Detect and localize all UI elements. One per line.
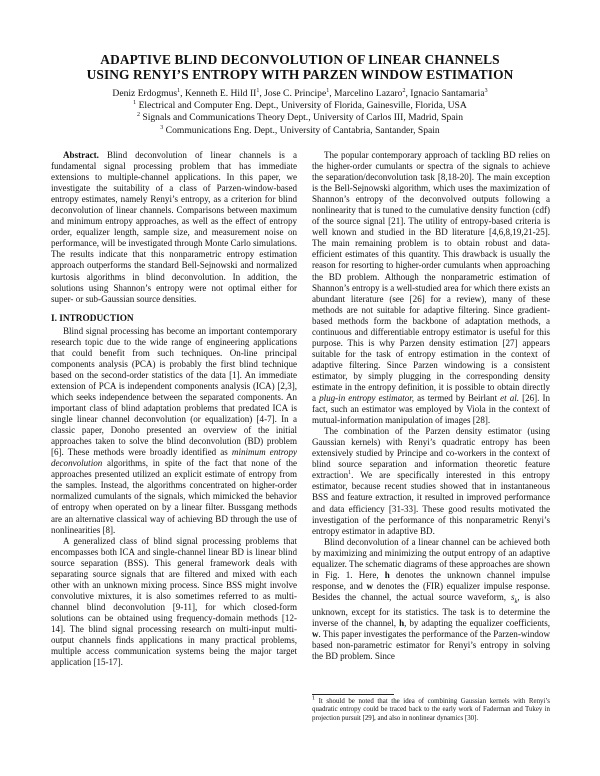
section-heading: I. INTRODUCTION — [51, 313, 134, 324]
title-line-1: ADAPTIVE BLIND DECONVOLUTION OF LINEAR CHANNELS — [100, 52, 500, 67]
footnote-area — [312, 694, 550, 723]
paragraph: Blind deconvolution of a linear channel can be achieved both by maximizing and minimizing the output entropy of an adaptive equalizer. The schematic diagrams of these approaches are shown in Fig. 1. Here, h denotes the unknown channel impulse response, and w denotes the (FIR) equalizer impulse response. Besides the channel, the actual source waveform, $s_k$, is also unknown, except for its statistics. The task is to determine the inverse of the channel, h, by adapting the equalizer coefficients, w. This paper investigates the performance of the Parzen-window based non-parametric estimator for Renyi’s entropy in solving the BD problem. Since — [312, 536, 551, 661]
affiliation: $^2$ Signals and Communications Theory Dept., University of Carlos III, Madrid, Spain — [136, 112, 464, 124]
title-line-2: USING RENYI’S ENTROPY WITH PARZEN WINDOW ESTIMATION — [86, 67, 514, 82]
paper-title — [0, 52, 600, 82]
footnote-rule — [312, 694, 394, 695]
author-name: Jose C. Principe — [264, 88, 327, 99]
right-column — [312, 150, 550, 662]
author-name: Ignacio Santamaria — [410, 88, 485, 99]
abstract — [51, 150, 297, 305]
author-name: Kenneth E. Hild II — [184, 88, 257, 99]
author-names: Deniz Erdogmus$^1$, Kenneth E. Hild $II^1$, Jose C. Principe$^1$, Marcelino Lazaro$^2$, Ignacio Santamaria$^3$ — [112, 87, 488, 99]
author-name: Deniz Erdogmus — [112, 88, 178, 99]
author-block — [0, 88, 600, 137]
affiliation: $^3$ Communications Eng. Dept., University of Cantabria, Santander, Spain — [160, 124, 440, 136]
paragraph: The popular contemporary approach of tackling BD relies on the higher-order cumulants or spectra of the signals to achieve the separation/deconvolution task [8,18-20]. The main exception is the Bell-Sejnowski algorithm, which uses the maximization of Shannon’s entropy of the deconvolved outputs following a nonlinearity that is tuned to the cumulative density function (cdf) of the source signal [21]. The utility of entropy-based criteria is well known and studied in the BD literature [4,6,8,19,21-25]. The main remaining problem is to obtain robust and data-efficient estimates of this quantity. This drawback is usually the reason for resorting to higher-order cumulants when approaching the BD problem. Although the nonparametric estimation of Shannon’s entropy is a well-studied area for which there exists an abundant literature (see [26] for a review), many of these methods are not suitable for adaptive filtering. Since gradient-based methods form the backbone of adaptation methods, a continuous and differentiable entropy estimator is useful for this purpose. This is why Parzen density estimation [27] appears suitable for the task of entropy estimation in the context of adaptive filtering. Since Parzen windowing is a consistent estimator, by simply plugging in the corresponding density estimate in the entropy definition, it is possible to obtain directly a plug-in entropy estimator, as termed by Beirlant et al. [26]. In fact, such an estimator was employed by Viola in the context of mutual-information manipulation of images [28]. — [312, 150, 551, 426]
paragraph: Blind signal processing has become an important contemporary research topic due to the wide range of engineering applications that could benefit from such techniques. On-line principal components analysis (PCA) is probably the first blind technique based on the second-order statistics of the data [1]. An immediate extension of PCA is independent components analysis (ICA) [2,3], which seeks independence between the separated components. An important class of blind adaptation problems that predated ICA is single linear channel deconvolution (or equalization) [4-7]. In a classic paper, Donoho presented an overview of the initial approaches taken to solve the blind deconvolution (BD) problem [6]. These methods were broadly identified as minimum entropy deconvolution algorithms, in spite of the fact that none of the approaches presented utilized an explicit estimate of entropy from the samples. Instead, the algorithms concentrated on higher-order normalized cumulants of the signals, which mimicked the behavior of entropy when operated on by a linear filter. Bussgang methods are an alternative classical way of achieving BD through the use of nonlinearities [8]. — [51, 325, 297, 535]
affiliation: $^1$ Electrical and Computer Eng. Dept., University of Florida, Gainesville, Florida, USA — [133, 100, 467, 112]
paragraph: The combination of the Parzen density estimator (using Gaussian kernels) with Renyi’s quadratic entropy has been extensively studied by Principe and co-workers in the context of blind source separation and information theoretic feature extraction$^1$. We are specifically interested in this entropy estimator, because recent studies showed that in instantaneous BSS and feature extraction, it resulted in improved performance and data efficiency [31-33]. These good results motivated the investigation of the performance of this nonparametric Renyi’s entropy estimator in adaptive BD. — [312, 426, 550, 536]
abstract-label: Abstract. — [63, 150, 99, 160]
paragraph: A generalized class of blind signal processing problems that encompasses both ICA and single-channel linear BD is linear blind source separation (BSS). This general framework deals with separating source signals that are filtered and mixed with each other with an unknown mixing process. Since BSS might involve convolutive mixtures, it is also sometimes referred to as multi-channel blind deconvolution [9-11], for which closed-form solutions can be obtained using frequency-domain methods [12-14]. The blind signal processing research on multi-input multi-output channels finds applications in many practical problems, multiple access communication systems being the major target application [15-17]. — [51, 535, 297, 668]
abstract-text: Blind deconvolution of linear channels is a fundamental signal processing problem that has immediate extensions to multiple-channel applications. In this paper, we investigate the suitability of a class of Parzen-window-based entropy estimates, namely Renyi’s entropy, as a criterion for blind deconvolution of linear channels. Comparisons between maximum and minimum entropy approaches, as well as the effect of entropy order, equalizer length, sample size, and measurement noise on performance, will be investigated through Monte Carlo simulations. The results indicate that this nonparametric entropy estimation approach outperforms the standard Bell-Sejnowski and normalized kurtosis algorithms in blind deconvolution. In addition, the solutions using Shannon’s entropy were not optimal either for super- or sub-Gaussian source densities. — [51, 150, 297, 304]
footnote: $^1$ It should be noted that the idea of combining Gaussian kernels with Renyi’s quadratic entropy could be traced back to the early work of Faderman and Tukey in projection pursuit [29], and also in nonlinear dynamics [30]. — [312, 695, 550, 722]
author-name: Marcelino Lazaro — [334, 88, 403, 99]
left-column — [51, 150, 297, 668]
